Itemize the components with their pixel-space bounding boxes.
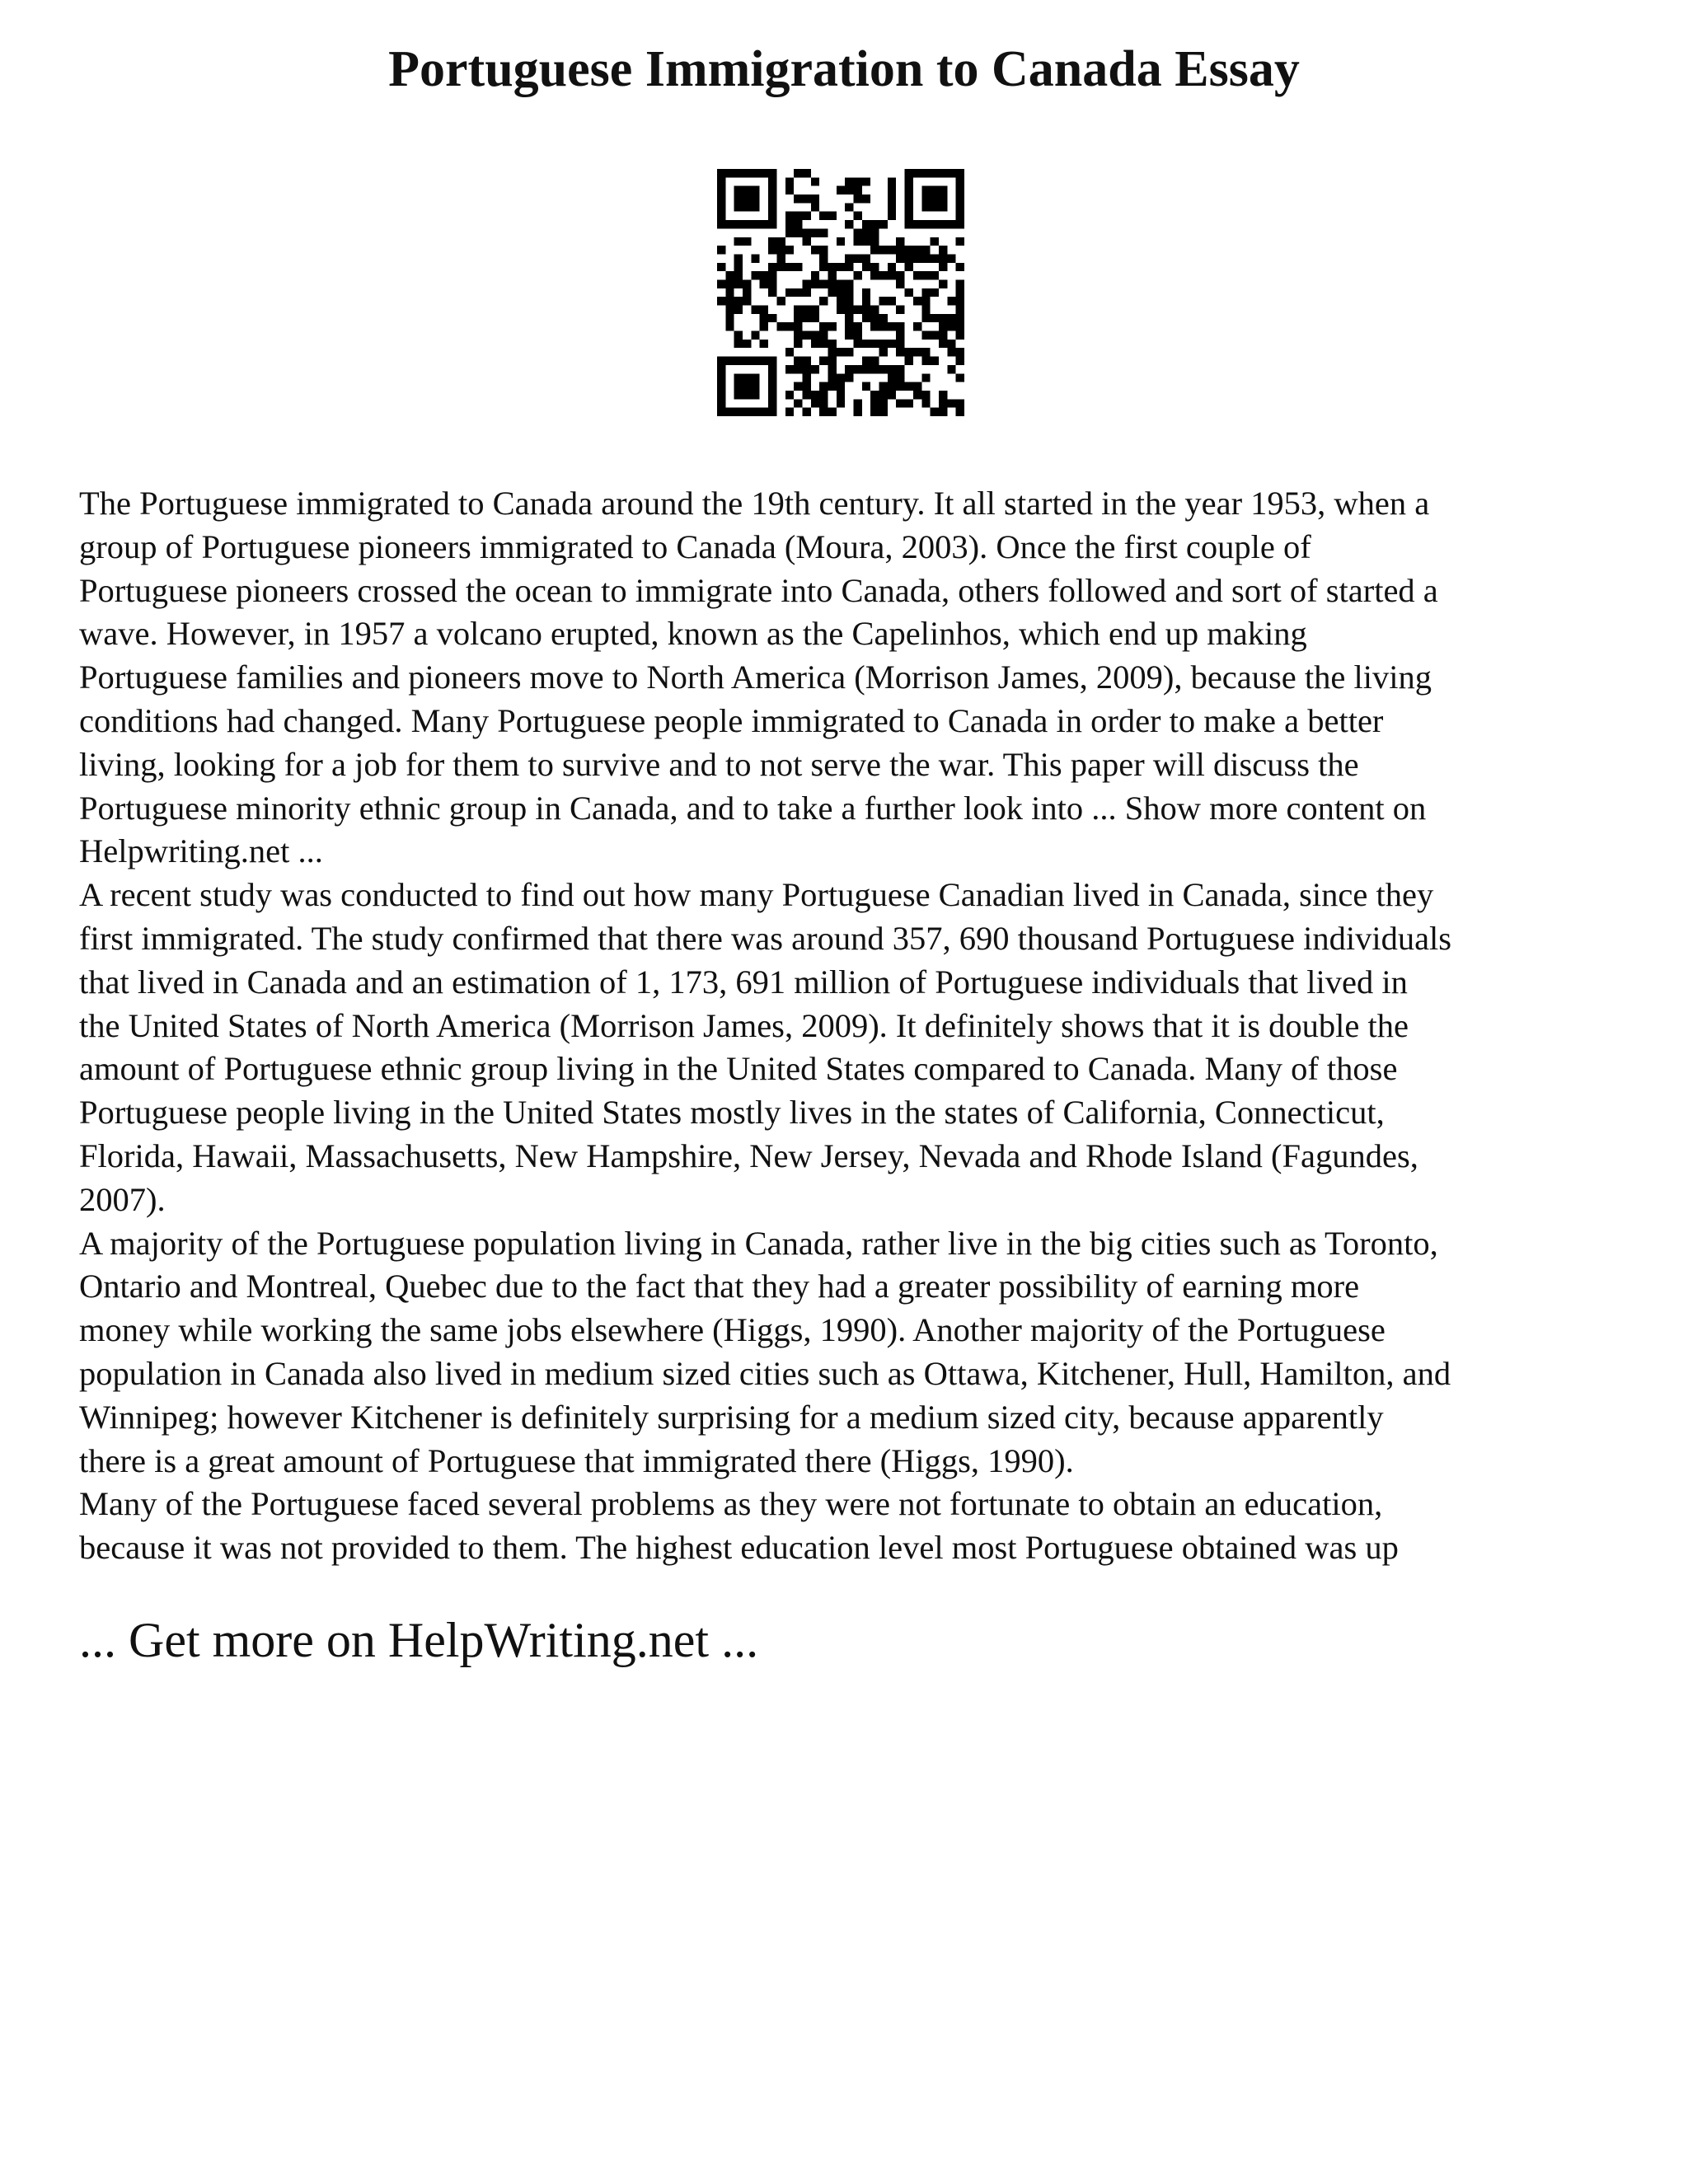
text-line: Helpwriting.net ... xyxy=(79,832,323,870)
text-line: Portuguese families and pioneers move to North America (Morrison James, 2009), because the living xyxy=(79,658,1432,696)
text-line: Portuguese pioneers crossed the ocean to immigrate into Canada, others followed and sort of started a xyxy=(79,571,1438,609)
text-line: A recent study was conducted to find out how many Portuguese Canadian lived in Canada, since they xyxy=(79,876,1434,914)
text-line: The Portuguese immigrated to Canada around the 19th century. It all started in the year 1953, when a xyxy=(79,485,1430,522)
text-line: money while working the same jobs elsewhere (Higgs, 1990). Another majority of the Portuguese xyxy=(79,1311,1386,1349)
text-line: population in Canada also lived in medium sized cities such as Ottawa, Kitchener, Hull, Hamilton, and xyxy=(79,1354,1451,1392)
text-line: because it was not provided to them. The highest education level most Portuguese obtained was up xyxy=(79,1529,1399,1567)
text-line: group of Portuguese pioneers immigrated to Canada (Moura, 2003). Once the first couple of xyxy=(79,527,1311,565)
text-line: living, looking for a job for them to survive and to not serve the war. This paper will discuss the xyxy=(79,745,1359,783)
paragraph-3 xyxy=(79,1222,1629,1483)
text-line: Winnipeg; however Kitchener is definitely surprising for a medium sized city, because apparently xyxy=(79,1398,1384,1436)
text-line: 2007). xyxy=(79,1180,166,1218)
paragraph-4 xyxy=(79,1483,1629,1570)
get-more-link[interactable]: ... Get more on HelpWriting.net ... xyxy=(79,1613,759,1667)
text-line: the United States of North America (Morrison James, 2009). It definitely shows that it is double the xyxy=(79,1006,1409,1044)
text-line: amount of Portuguese ethnic group living in the United States compared to Canada. Many of those xyxy=(79,1050,1398,1088)
text-line: conditions had changed. Many Portuguese people immigrated to Canada in order to make a better xyxy=(79,701,1384,739)
text-line: wave. However, in 1957 a volcano erupted, known as the Capelinhos, which end up making xyxy=(79,615,1307,653)
text-line: Many of the Portuguese faced several problems as they were not fortunate to obtain an education, xyxy=(79,1485,1383,1523)
text-line: there is a great amount of Portuguese that immigrated there (Higgs, 1990). xyxy=(79,1441,1074,1479)
essay-body xyxy=(79,482,1629,1570)
paragraph-1 xyxy=(79,482,1629,874)
text-line: Portuguese minority ethnic group in Canada, and to take a further look into ... Show more content on xyxy=(79,789,1427,827)
text-line: Florida, Hawaii, Massachusetts, New Hampshire, New Jersey, Nevada and Rhode Island (Fagundes, xyxy=(79,1137,1418,1174)
qr-code-icon xyxy=(717,169,964,416)
text-line: Ontario and Montreal, Quebec due to the fact that they had a greater possibility of earning more xyxy=(79,1268,1360,1305)
text-line: A majority of the Portuguese population living in Canada, rather live in the big cities such as Toronto, xyxy=(79,1224,1438,1262)
text-line: first immigrated. The study confirmed that there was around 357, 690 thousand Portuguese individuals xyxy=(79,919,1452,957)
paragraph-2 xyxy=(79,874,1629,1221)
text-line: that lived in Canada and an estimation of 1, 173, 691 million of Portuguese individuals that lived in xyxy=(79,963,1408,1001)
document-title: Portuguese Immigration to Canada Essay xyxy=(388,41,1300,97)
text-line: Portuguese people living in the United States mostly lives in the states of California, Connecticut, xyxy=(79,1094,1385,1132)
